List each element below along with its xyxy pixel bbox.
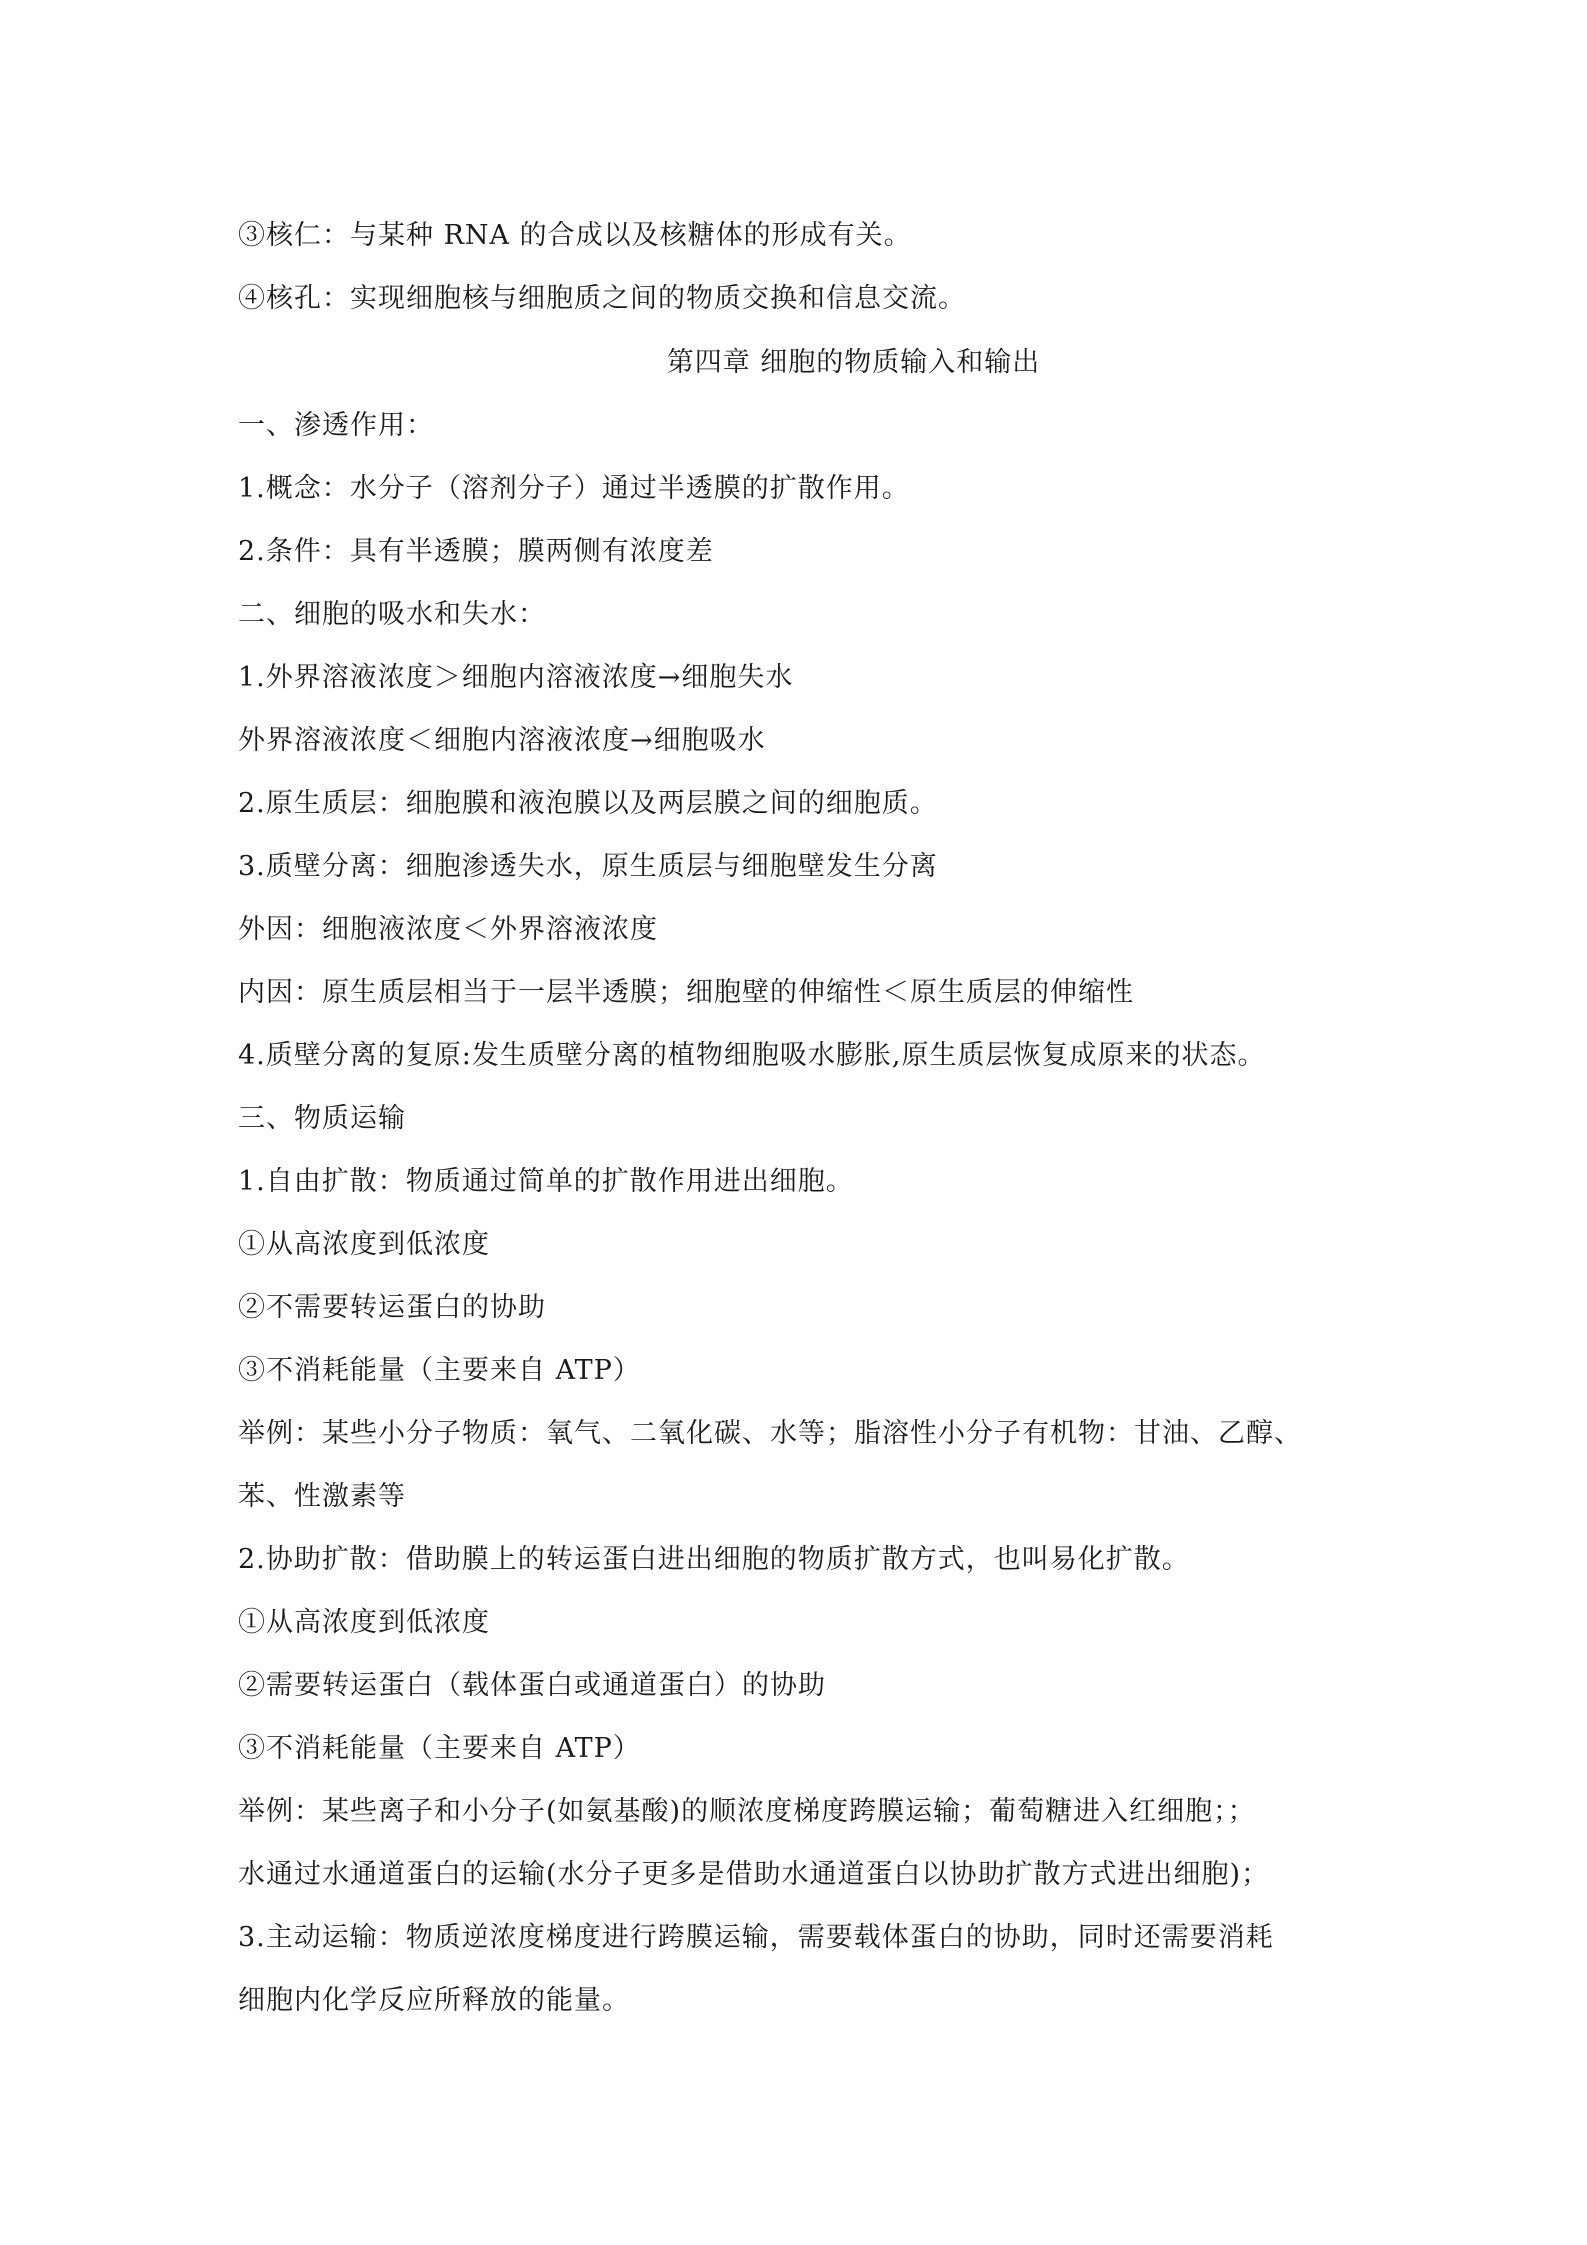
section-heading-osmosis: 一、渗透作用： xyxy=(238,410,434,441)
text-line: 水通过水通道蛋白的运输(水分子更多是借助水通道蛋白以协助扩散方式进出细胞)； xyxy=(238,1859,1270,1890)
text-line: 举例：某些离子和小分子(如氨基酸)的顺浓度梯度跨膜运输；葡萄糖进入红细胞；； xyxy=(238,1796,1256,1827)
text-line-nuclear-pore: ④核孔：实现细胞核与细胞质之间的物质交换和信息交流。 xyxy=(238,283,966,314)
text-line: 3.质壁分离：细胞渗透失水，原生质层与细胞壁发生分离 xyxy=(238,851,938,882)
text-line: 3.主动运输：物质逆浓度梯度进行跨膜运输，需要载体蛋白的协助，同时还需要消耗 xyxy=(238,1922,1274,1953)
text-line: ③不消耗能量（主要来自 ATP） xyxy=(238,1733,641,1764)
text-line: 1.概念：水分子（溶剂分子）通过半透膜的扩散作用。 xyxy=(238,473,910,504)
text-line: ②需要转运蛋白（载体蛋白或通道蛋白）的协助 xyxy=(238,1670,826,1701)
text-line: 苯、性激素等 xyxy=(238,1481,406,1512)
text-line: 4.质壁分离的复原:发生质壁分离的植物细胞吸水膨胀,原生质层恢复成原来的状态。 xyxy=(238,1040,1266,1071)
text-line: 1.自由扩散：物质通过简单的扩散作用进出细胞。 xyxy=(238,1166,854,1197)
chapter-heading: 第四章 细胞的物质输入和输出 xyxy=(666,347,1041,378)
text-line: 2.原生质层：细胞膜和液泡膜以及两层膜之间的细胞质。 xyxy=(238,788,938,819)
text-line: 细胞内化学反应所释放的能量。 xyxy=(238,1985,630,2016)
text-line: 外因：细胞液浓度＜外界溶液浓度 xyxy=(238,914,658,945)
text-line: 2.条件：具有半透膜；膜两侧有浓度差 xyxy=(238,536,714,567)
text-line: ③不消耗能量（主要来自 ATP） xyxy=(238,1355,641,1386)
section-heading-transport: 三、物质运输 xyxy=(238,1103,406,1134)
text-line: 内因：原生质层相当于一层半透膜；细胞壁的伸缩性＜原生质层的伸缩性 xyxy=(238,977,1134,1008)
text-line: ①从高浓度到低浓度 xyxy=(238,1607,490,1638)
text-line: ②不需要转运蛋白的协助 xyxy=(238,1292,546,1323)
text-line-nucleolus: ③核仁：与某种 RNA 的合成以及核糖体的形成有关。 xyxy=(238,220,912,251)
section-heading-water-uptake: 二、细胞的吸水和失水： xyxy=(238,599,546,630)
text-line: 1.外界溶液浓度＞细胞内溶液浓度→细胞失水 xyxy=(238,662,794,693)
text-line: 外界溶液浓度＜细胞内溶液浓度→细胞吸水 xyxy=(238,725,766,756)
text-line: ①从高浓度到低浓度 xyxy=(238,1229,490,1260)
text-line: 举例：某些小分子物质：氧气、二氧化碳、水等；脂溶性小分子有机物：甘油、乙醇、 xyxy=(238,1418,1302,1449)
text-line: 2.协助扩散：借助膜上的转运蛋白进出细胞的物质扩散方式，也叫易化扩散。 xyxy=(238,1544,1190,1575)
